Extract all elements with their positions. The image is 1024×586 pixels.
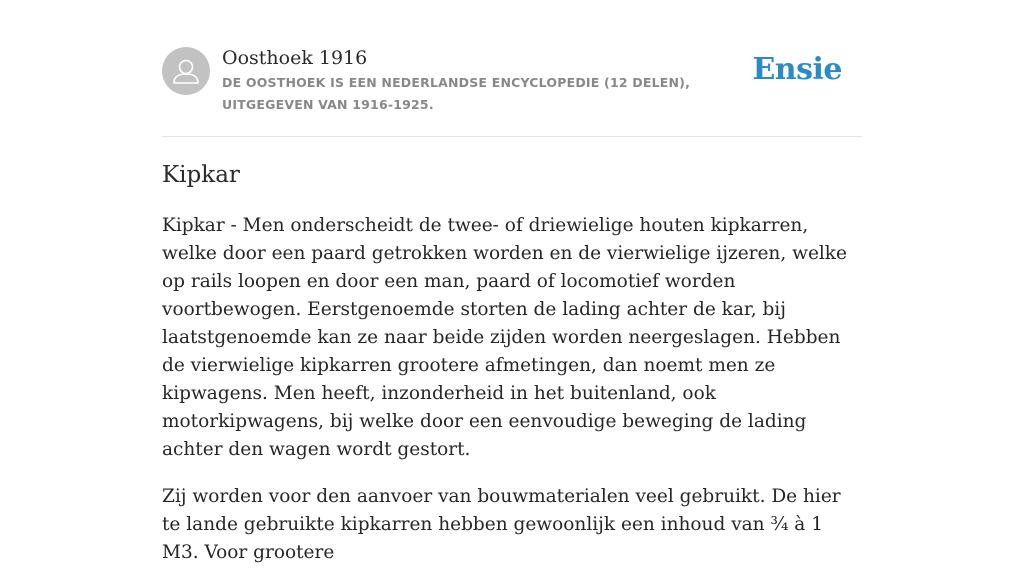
user-icon [162, 47, 210, 95]
source-title[interactable]: Oosthoek 1916 [222, 47, 368, 69]
source-header [162, 0, 862, 137]
article-body [162, 212, 862, 586]
page-title: Kipkar [162, 162, 240, 188]
page-container [162, 0, 862, 563]
brand-logo[interactable]: Ensie [752, 52, 842, 87]
source-description: DE OOSTHOEK IS EEN NEDERLANDSE ENCYCLOPEDIE (12 DELEN), UITGEGEVEN VAN 1916-1925. [222, 75, 691, 112]
article-paragraph: Zij worden voor den aanvoer van bouwmaterialen veel gebruikt. De hier te lande gebruikte kipkarren hebben gewoonlijk een inhoud van ¾ à 1 M3. Voor grootere [162, 486, 841, 563]
article-paragraph: Kipkar - Men onderscheidt de twee- of driewielige houten kipkarren, welke door een paard getrokken worden en de vierwielige ijzeren, welke op rails loopen en door een man, paard of locomotief worden voortbewogen. Eerstgenoemde storten de lading achter de kar, bij laatstgenoemde kan ze naar beide zijden worden neergeslagen. Hebben de vierwielige kipkarren grootere afmetingen, dan noemt men ze kipwagens. Men heeft, inzonderheid in het buitenland, ook motorkipwagens, bij welke door een eenvoudige beweging de lading achter den wagen wordt gestort. [162, 215, 847, 460]
avatar[interactable] [162, 47, 210, 95]
